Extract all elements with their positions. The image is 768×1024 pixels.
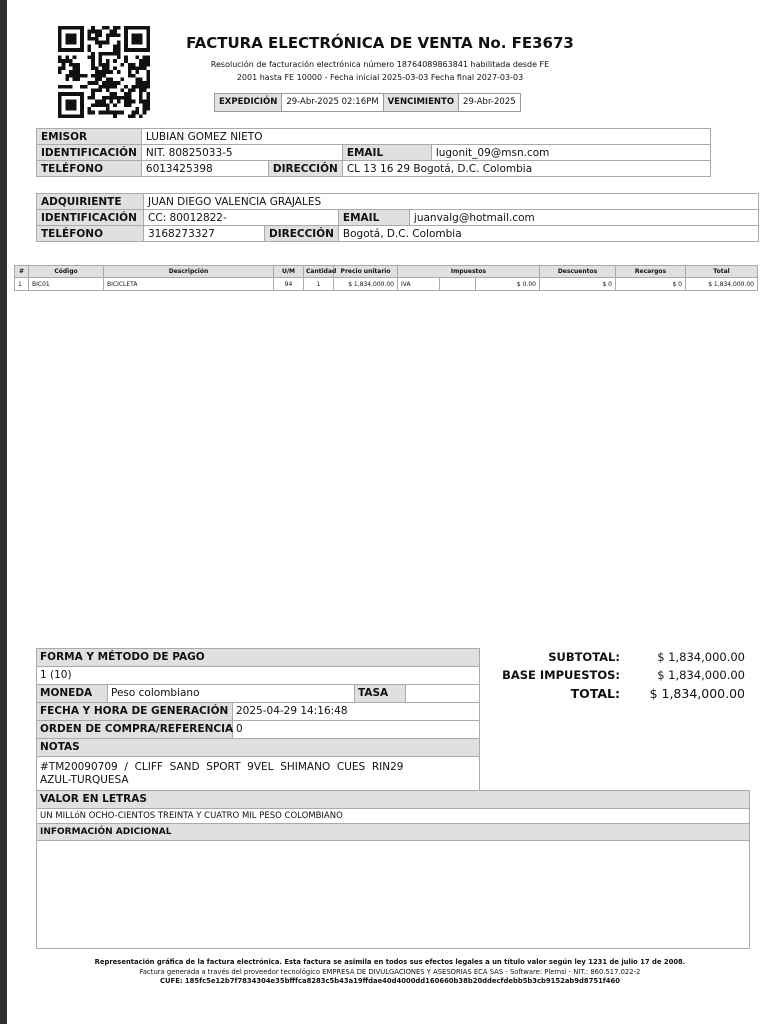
footer <box>40 958 740 987</box>
notes-value <box>37 757 407 793</box>
generation-value: 2025-04-29 14:16:48 <box>236 705 348 717</box>
payment-method-label: FORMA Y MÉTODO DE PAGO <box>40 651 205 663</box>
issuer-phone-value: 6013425398 <box>141 161 268 177</box>
item-tax-value: $ 0.00 <box>476 278 540 291</box>
footer-cufe: CUFE: 185fc5e12b7f7834304e35bfffca8283c5b43a19ffdae40d4000dd160660b38b20ddecfdebb5b3cb9152ab9d8751f460 <box>160 977 620 985</box>
info-label: INFORMACIÓN ADICIONAL <box>37 823 749 840</box>
resolution-text <box>180 58 580 84</box>
item-tax-rate <box>440 278 476 291</box>
buyer-name: JUAN DIEGO VALENCIA GRAJALES <box>144 194 759 210</box>
buyer-id-label: IDENTIFICACIÓN <box>37 210 144 226</box>
base-label: BASE IMPUESTOS: <box>502 668 620 682</box>
issuer-address-label: DIRECCIÓN <box>268 161 342 177</box>
rate-label: TASA <box>355 685 406 702</box>
item-unit: 94 <box>274 278 304 291</box>
info-body <box>37 840 749 949</box>
base-value: $ 1,834,000.00 <box>657 668 745 682</box>
issuer-phone-label: TELÉFONO <box>37 161 142 177</box>
col-description: Descripción <box>104 266 274 278</box>
resolution-line-2: 2001 hasta FE 10000 - Fecha inicial 2025-03-03 Fecha final 2027-03-03 <box>236 73 524 82</box>
item-unit-price: $ 1,834,000.00 <box>334 278 398 291</box>
col-unit: U/M <box>274 266 304 278</box>
issue-value: 29-Abr-2025 02:16PM <box>282 94 383 111</box>
footer-provider: Factura generada a través del proveedor tecnológico EMPRESA DE DIVULGACIONES Y ASESORIAS ECA SAS - Software: Plemsi - NIT.: 860.517.022-2 <box>139 967 641 976</box>
item-quantity: 1 <box>304 278 334 291</box>
issuer-id-value: NIT. 80825033-5 <box>141 145 342 161</box>
words-value: UN MILLóN OCHO-CIENTOS TREINTA Y CUATRO MIL PESO COLOMBIANO <box>37 808 749 823</box>
issue-label: EXPEDICIÓN <box>215 94 282 111</box>
buyer-phone-value: 3168273327 <box>144 226 265 242</box>
rate-value <box>406 685 479 702</box>
item-total: $ 1,834,000.00 <box>686 278 758 291</box>
buyer-phone-label: TELÉFONO <box>37 226 144 242</box>
issuer-label: EMISOR <box>37 129 142 145</box>
col-discounts: Descuentos <box>540 266 616 278</box>
issuer-name: LUBIAN GOMEZ NIETO <box>141 129 710 145</box>
buyer-label: ADQUIRIENTE <box>37 194 144 210</box>
col-charges: Recargos <box>616 266 686 278</box>
issuer-id-label: IDENTIFICACIÓN <box>37 145 142 161</box>
qr-code-icon <box>58 26 150 118</box>
item-number: 1 <box>15 278 29 291</box>
payment-method-value: 1 (10) <box>40 669 72 681</box>
left-window-edge <box>0 0 7 1024</box>
generation-label: FECHA Y HORA DE GENERACIÓN <box>37 703 233 720</box>
col-unit-price: Precio unitario <box>334 266 398 278</box>
payment-section <box>36 648 480 794</box>
subtotal-value: $ 1,834,000.00 <box>657 650 745 664</box>
words-section <box>36 790 750 949</box>
due-value: 29-Abr-2025 <box>463 97 516 107</box>
col-taxes: Impuestos <box>398 266 540 278</box>
words-label: VALOR EN LETRAS <box>37 791 749 808</box>
col-quantity: Cantidad <box>304 266 334 278</box>
total-label: TOTAL: <box>570 686 620 701</box>
notes-label: NOTAS <box>40 741 80 753</box>
order-label: ORDEN DE COMPRA/REFERENCIA <box>37 721 233 738</box>
buyer-email-value: juanvalg@hotmail.com <box>409 210 758 226</box>
issuer-email-label: EMAIL <box>342 145 431 161</box>
buyer-email-label: EMAIL <box>338 210 409 226</box>
due-label: VENCIMIENTO <box>384 94 459 111</box>
buyer-address-label: DIRECCIÓN <box>265 226 339 242</box>
currency-label: MONEDA <box>37 685 108 702</box>
currency-value: Peso colombiano <box>108 685 355 702</box>
buyer-address-value: Bogotá, D.C. Colombia <box>338 226 758 242</box>
resolution-line-1: Resolución de facturación electrónica número 18764089863841 habilitada desde FE <box>210 60 550 69</box>
table-row <box>15 278 758 291</box>
buyer-id-value: CC: 80012822- <box>144 210 339 226</box>
issuer-table <box>36 128 711 177</box>
invoice-dates <box>214 93 521 112</box>
item-charges: $ 0 <box>616 278 686 291</box>
issuer-email-value: lugonit_09@msn.com <box>431 145 710 161</box>
col-total: Total <box>686 266 758 278</box>
footer-legal: Representación gráfica de la factura electrónica. Esta factura se asimila en todos sus efectos legales a un título valor según ley 1231 de julio 17 de 2008. <box>94 958 686 966</box>
notes-line-1: #TM20090709 / CLIFF SAND SPORT 9VEL SHIMANO CUES RIN29 <box>40 761 404 773</box>
col-code: Código <box>29 266 104 278</box>
notes-line-2: AZUL-TURQUESA <box>40 774 129 786</box>
item-discounts: $ 0 <box>540 278 616 291</box>
total-value: $ 1,834,000.00 <box>649 686 745 701</box>
order-value: 0 <box>236 723 243 735</box>
issuer-address-value: CL 13 16 29 Bogotá, D.C. Colombia <box>342 161 710 177</box>
buyer-table <box>36 193 759 242</box>
invoice-title: FACTURA ELECTRÓNICA DE VENTA No. FE3673 <box>186 34 574 52</box>
item-tax-name: IVA <box>398 278 440 291</box>
item-description: BICICLETA <box>104 278 274 291</box>
col-number: # <box>15 266 29 278</box>
subtotal-label: SUBTOTAL: <box>548 650 620 664</box>
items-table <box>14 265 758 291</box>
item-code: BIC01 <box>29 278 104 291</box>
